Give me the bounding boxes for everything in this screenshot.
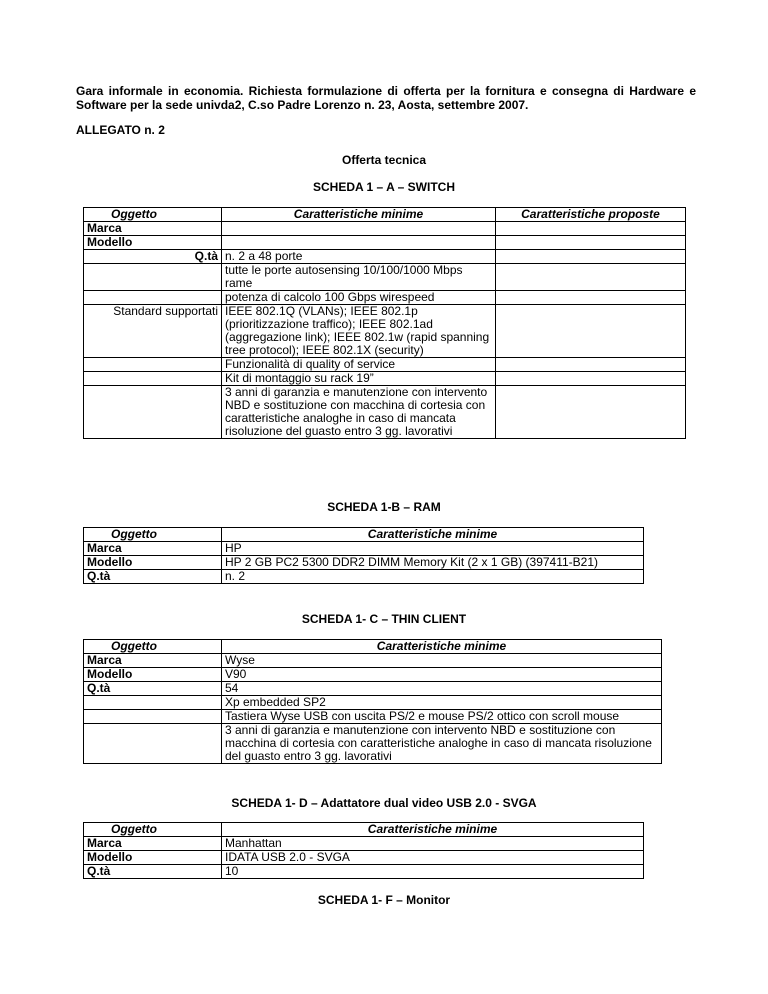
row-label xyxy=(84,291,222,305)
table-row xyxy=(84,696,662,710)
row-label: Modello xyxy=(84,851,222,865)
row-value: Manhattan xyxy=(222,837,644,851)
row-value: Tastiera Wyse USB con uscita PS/2 e mouse PS/2 ottico con scroll mouse xyxy=(222,710,662,724)
row-value: 10 xyxy=(222,865,644,879)
row-proposed xyxy=(496,250,686,264)
row-label xyxy=(84,386,222,439)
row-value: 54 xyxy=(222,682,662,696)
row-value: tutte le porte autosensing 10/100/1000 Mbps rame xyxy=(222,264,496,291)
table-row xyxy=(84,851,644,865)
col-header-oggetto: Oggetto xyxy=(84,823,222,837)
row-label: Marca xyxy=(84,837,222,851)
table-row xyxy=(84,372,686,386)
table-row xyxy=(84,264,686,291)
row-value: potenza di calcolo 100 Gbps wirespeed xyxy=(222,291,496,305)
row-label xyxy=(84,372,222,386)
table-row xyxy=(84,291,686,305)
row-proposed xyxy=(496,358,686,372)
table-row xyxy=(84,710,662,724)
row-label xyxy=(84,724,222,764)
table-row xyxy=(84,542,644,556)
col-header-caratteristiche-minime: Caratteristiche minime xyxy=(222,528,644,542)
row-label: Modello xyxy=(84,668,222,682)
row-proposed xyxy=(496,291,686,305)
table-row xyxy=(84,222,686,236)
row-value: HP 2 GB PC2 5300 DDR2 DIMM Memory Kit (2 x 1 GB) (397411-B21) xyxy=(222,556,644,570)
row-proposed xyxy=(496,222,686,236)
table-row xyxy=(84,865,644,879)
table-header-row xyxy=(84,823,644,837)
row-proposed xyxy=(496,264,686,291)
row-value xyxy=(222,222,496,236)
row-label: Marca xyxy=(84,222,222,236)
table-header-row xyxy=(84,208,686,222)
col-header-caratteristiche-minime: Caratteristiche minime xyxy=(222,208,496,222)
scheda-1d-table xyxy=(83,822,644,879)
row-value: IDATA USB 2.0 - SVGA xyxy=(222,851,644,865)
row-label: Q.tà xyxy=(84,250,222,264)
table-header-row xyxy=(84,528,644,542)
row-value: 3 anni di garanzia e manutenzione con intervento NBD e sostituzione con macchina di cortesia con caratteristiche analoghe in caso di mancata risoluzione del guasto entro 3 gg. lavorativi xyxy=(222,386,496,439)
table-row xyxy=(84,682,662,696)
row-label: Q.tà xyxy=(84,682,222,696)
table-row xyxy=(84,305,686,358)
row-label: Marca xyxy=(84,542,222,556)
col-header-caratteristiche-minime: Caratteristiche minime xyxy=(222,640,662,654)
row-value: Wyse xyxy=(222,654,662,668)
scheda-1c-title: SCHEDA 1- C – THIN CLIENT xyxy=(301,612,467,626)
row-label xyxy=(84,358,222,372)
scheda-1a-title: SCHEDA 1 – A – SWITCH xyxy=(312,180,456,194)
table-row xyxy=(84,556,644,570)
row-label: Q.tà xyxy=(84,570,222,584)
table-row xyxy=(84,654,662,668)
row-label: Q.tà xyxy=(84,865,222,879)
row-label: Standard supportati xyxy=(84,305,222,358)
table-header-row xyxy=(84,640,662,654)
table-row xyxy=(84,250,686,264)
offerta-title: Offerta tecnica xyxy=(341,153,427,167)
row-value xyxy=(222,236,496,250)
row-proposed xyxy=(496,386,686,439)
row-value: IEEE 802.1Q (VLANs); IEEE 802.1p (prioritizzazione traffico); IEEE 802.1ad (aggregazione link); IEEE 802.1w (rapid spanning tree protocol); IEEE 802.1X (security) xyxy=(222,305,496,358)
table-row xyxy=(84,236,686,250)
table-row xyxy=(84,724,662,764)
scheda-1b-table xyxy=(83,527,644,584)
col-header-oggetto: Oggetto xyxy=(84,208,222,222)
col-header-caratteristiche-proposte: Caratteristiche proposte xyxy=(496,208,686,222)
scheda-1d-title: SCHEDA 1- D – Adattatore dual video USB 2.0 - SVGA xyxy=(231,796,537,810)
table-row xyxy=(84,570,644,584)
table-row xyxy=(84,386,686,439)
table-row xyxy=(84,837,644,851)
allegato-label: ALLEGATO n. 2 xyxy=(76,123,165,137)
row-label: Marca xyxy=(84,654,222,668)
table-row xyxy=(84,668,662,682)
scheda-1b-title: SCHEDA 1-B – RAM xyxy=(327,500,441,514)
row-value: n. 2 xyxy=(222,570,644,584)
intro-paragraph: Gara informale in economia. Richiesta formulazione di offerta per la fornitura e consegna di Hardware e Software per la sede univda2, C.so Padre Lorenzo n. 23, Aosta, settembre 2007. xyxy=(76,84,696,112)
row-proposed xyxy=(496,305,686,358)
col-header-oggetto: Oggetto xyxy=(84,640,222,654)
row-value: 3 anni di garanzia e manutenzione con intervento NBD e sostituzione con macchina di cortesia con caratteristiche analoghe in caso di mancata risoluzione del guasto entro 3 gg. lavorativi xyxy=(222,724,662,764)
row-label: Modello xyxy=(84,556,222,570)
scheda-1f-title: SCHEDA 1- F – Monitor xyxy=(317,893,451,907)
row-value: n. 2 a 48 porte xyxy=(222,250,496,264)
row-label: Modello xyxy=(84,236,222,250)
col-header-oggetto: Oggetto xyxy=(84,528,222,542)
row-proposed xyxy=(496,372,686,386)
row-value: Funzionalità di quality of service xyxy=(222,358,496,372)
row-value: HP xyxy=(222,542,644,556)
row-value: Kit di montaggio su rack 19” xyxy=(222,372,496,386)
row-label xyxy=(84,710,222,724)
row-value: Xp embedded SP2 xyxy=(222,696,662,710)
scheda-1c-table xyxy=(83,639,662,764)
row-value: V90 xyxy=(222,668,662,682)
scheda-1a-table xyxy=(83,207,686,439)
row-label xyxy=(84,264,222,291)
table-row xyxy=(84,358,686,372)
row-proposed xyxy=(496,236,686,250)
row-label xyxy=(84,696,222,710)
col-header-caratteristiche-minime: Caratteristiche minime xyxy=(222,823,644,837)
